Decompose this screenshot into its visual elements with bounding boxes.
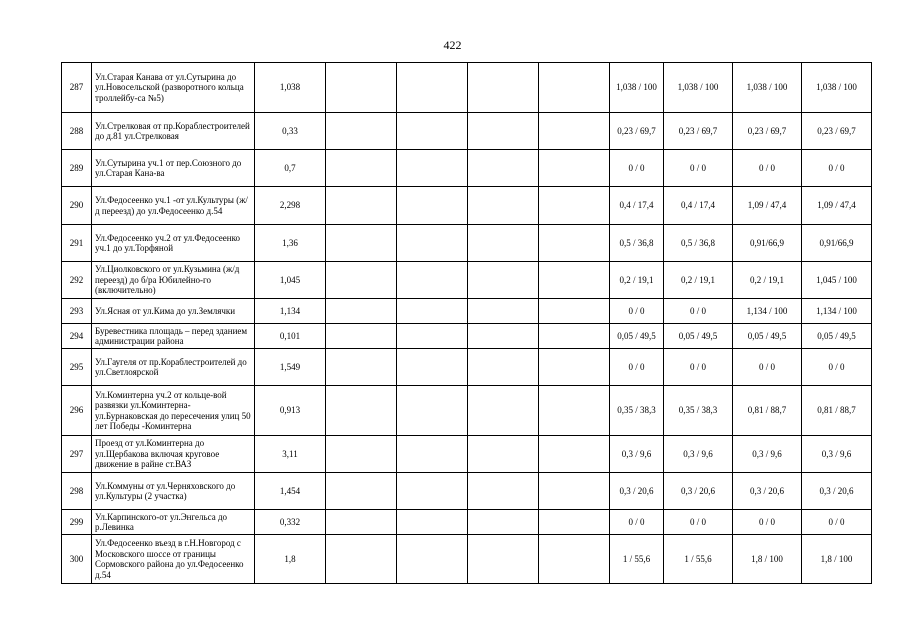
row-number: 289 [62, 150, 92, 187]
value-1: 0,3 / 9,6 [610, 436, 664, 473]
empty-cell [397, 63, 468, 113]
row-number: 297 [62, 436, 92, 473]
table-row [62, 510, 872, 535]
table-row [62, 473, 872, 510]
value-4: 0 / 0 [802, 510, 872, 535]
empty-cell [468, 262, 539, 299]
row-number: 300 [62, 535, 92, 584]
road-name: Ул.Циолковского от ул.Кузьмина (ж/д переезд) до б/ра Юбилейно-го (включительно) [92, 262, 255, 299]
empty-cell [326, 262, 397, 299]
value-2: 0,05 / 49,5 [664, 324, 733, 349]
value-1: 0,5 / 36,8 [610, 225, 664, 262]
value-3: 0,05 / 49,5 [733, 324, 802, 349]
row-number: 290 [62, 187, 92, 225]
value-3: 0,3 / 9,6 [733, 436, 802, 473]
value-2: 0,23 / 69,7 [664, 113, 733, 150]
road-length: 0,33 [255, 113, 326, 150]
value-1: 0,3 / 20,6 [610, 473, 664, 510]
road-length: 1,038 [255, 63, 326, 113]
empty-cell [326, 386, 397, 436]
value-1: 0 / 0 [610, 349, 664, 386]
road-name: Ул.Карпинского-от ул.Энгельса до р.Левинка [92, 510, 255, 535]
empty-cell [468, 187, 539, 225]
road-length: 1,8 [255, 535, 326, 584]
table-row [62, 299, 872, 324]
value-2: 0,2 / 19,1 [664, 262, 733, 299]
value-1: 0 / 0 [610, 150, 664, 187]
empty-cell [326, 225, 397, 262]
value-2: 0 / 0 [664, 150, 733, 187]
road-length: 1,454 [255, 473, 326, 510]
value-3: 1,09 / 47,4 [733, 187, 802, 225]
value-1: 0 / 0 [610, 299, 664, 324]
empty-cell [326, 187, 397, 225]
table-row [62, 150, 872, 187]
empty-cell [468, 63, 539, 113]
value-3: 1,8 / 100 [733, 535, 802, 584]
table-row [62, 113, 872, 150]
value-4: 0,23 / 69,7 [802, 113, 872, 150]
empty-cell [539, 386, 610, 436]
empty-cell [397, 386, 468, 436]
road-name: Ул.Старая Канава от ул.Сутырина до ул.Новосельской (разворотного кольца троллейбу-са №5) [92, 63, 255, 113]
empty-cell [468, 299, 539, 324]
road-name: Ул.Сутырина уч.1 от пер.Союзного до ул.Старая Кана-ва [92, 150, 255, 187]
value-2: 0 / 0 [664, 349, 733, 386]
row-number: 295 [62, 349, 92, 386]
value-4: 1,045 / 100 [802, 262, 872, 299]
empty-cell [539, 436, 610, 473]
row-number: 288 [62, 113, 92, 150]
row-number: 287 [62, 63, 92, 113]
road-length: 1,549 [255, 349, 326, 386]
value-3: 1,134 / 100 [733, 299, 802, 324]
value-1: 0,35 / 38,3 [610, 386, 664, 436]
empty-cell [326, 150, 397, 187]
empty-cell [326, 299, 397, 324]
road-length: 1,36 [255, 225, 326, 262]
row-number: 296 [62, 386, 92, 436]
value-3: 0 / 0 [733, 150, 802, 187]
value-2: 0,3 / 9,6 [664, 436, 733, 473]
value-4: 0,3 / 9,6 [802, 436, 872, 473]
table-row [62, 187, 872, 225]
value-1: 0 / 0 [610, 510, 664, 535]
table-row [62, 262, 872, 299]
empty-cell [539, 349, 610, 386]
value-1: 0,2 / 19,1 [610, 262, 664, 299]
empty-cell [539, 187, 610, 225]
road-length: 1,045 [255, 262, 326, 299]
road-length: 0,101 [255, 324, 326, 349]
value-2: 1,038 / 100 [664, 63, 733, 113]
row-number: 298 [62, 473, 92, 510]
table-body [62, 63, 872, 584]
value-2: 0 / 0 [664, 299, 733, 324]
value-3: 0,23 / 69,7 [733, 113, 802, 150]
empty-cell [397, 473, 468, 510]
value-4: 0 / 0 [802, 150, 872, 187]
value-3: 0 / 0 [733, 510, 802, 535]
value-4: 0 / 0 [802, 349, 872, 386]
value-3: 0 / 0 [733, 349, 802, 386]
road-name: Ул.Гаугеля от пр.Кораблестроителей до ул.Светлоярской [92, 349, 255, 386]
empty-cell [397, 113, 468, 150]
table-row [62, 63, 872, 113]
row-number: 299 [62, 510, 92, 535]
road-name: Ул.Ясная от ул.Кима до ул.Землячки [92, 299, 255, 324]
empty-cell [326, 436, 397, 473]
empty-cell [397, 299, 468, 324]
table-row [62, 349, 872, 386]
value-1: 0,4 / 17,4 [610, 187, 664, 225]
table-row [62, 324, 872, 349]
row-number: 292 [62, 262, 92, 299]
value-4: 1,038 / 100 [802, 63, 872, 113]
value-1: 0,05 / 49,5 [610, 324, 664, 349]
table-row [62, 225, 872, 262]
road-name: Ул.Федосеенко уч.2 от ул.Федосеенко уч.1 до ул.Торфяной [92, 225, 255, 262]
empty-cell [397, 436, 468, 473]
empty-cell [468, 386, 539, 436]
value-4: 0,81 / 88,7 [802, 386, 872, 436]
road-name: Ул.Коминтерна уч.2 от кольце-вой развязки ул.Коминтерна-ул.Бурнаковская до пересечения улиц 50 лет Победы -Коминтерна [92, 386, 255, 436]
roads-table [61, 62, 872, 584]
road-name: Ул.Коммуны от ул.Черняховского до ул.Культуры (2 участка) [92, 473, 255, 510]
empty-cell [397, 262, 468, 299]
empty-cell [397, 349, 468, 386]
empty-cell [468, 436, 539, 473]
road-name: Ул.Федосеенко уч.1 -от ул.Культуры (ж/д переезд) до ул.Федосеенко д.54 [92, 187, 255, 225]
value-2: 0,5 / 36,8 [664, 225, 733, 262]
road-name: Ул.Стрелковая от пр.Кораблестроителей до д.81 ул.Стрелковая [92, 113, 255, 150]
empty-cell [468, 150, 539, 187]
road-length: 0,332 [255, 510, 326, 535]
value-2: 0,3 / 20,6 [664, 473, 733, 510]
empty-cell [539, 150, 610, 187]
page-number: 422 [443, 38, 462, 52]
empty-cell [397, 187, 468, 225]
value-3: 1,038 / 100 [733, 63, 802, 113]
empty-cell [539, 113, 610, 150]
empty-cell [326, 510, 397, 535]
value-4: 1,09 / 47,4 [802, 187, 872, 225]
empty-cell [539, 299, 610, 324]
road-length: 2,298 [255, 187, 326, 225]
value-2: 1 / 55,6 [664, 535, 733, 584]
row-number: 291 [62, 225, 92, 262]
empty-cell [326, 113, 397, 150]
empty-cell [326, 535, 397, 584]
empty-cell [326, 473, 397, 510]
table-row [62, 436, 872, 473]
value-1: 1 / 55,6 [610, 535, 664, 584]
table-row [62, 386, 872, 436]
empty-cell [397, 535, 468, 584]
empty-cell [397, 510, 468, 535]
road-name: Проезд от ул.Коминтерна до ул.Щербакова включая круговое движение в райне ст.ВАЗ [92, 436, 255, 473]
empty-cell [539, 262, 610, 299]
empty-cell [397, 225, 468, 262]
empty-cell [539, 225, 610, 262]
empty-cell [539, 324, 610, 349]
road-length: 3,11 [255, 436, 326, 473]
value-4: 1,8 / 100 [802, 535, 872, 584]
empty-cell [468, 324, 539, 349]
table-row [62, 535, 872, 584]
empty-cell [468, 510, 539, 535]
road-length: 0,7 [255, 150, 326, 187]
value-1: 0,23 / 69,7 [610, 113, 664, 150]
value-3: 0,3 / 20,6 [733, 473, 802, 510]
value-2: 0 / 0 [664, 510, 733, 535]
value-2: 0,4 / 17,4 [664, 187, 733, 225]
road-name: Буревестника площадь – перед зданием администрации района [92, 324, 255, 349]
empty-cell [468, 225, 539, 262]
empty-cell [539, 535, 610, 584]
value-4: 1,134 / 100 [802, 299, 872, 324]
road-length: 1,134 [255, 299, 326, 324]
value-4: 0,05 / 49,5 [802, 324, 872, 349]
row-number: 293 [62, 299, 92, 324]
empty-cell [326, 349, 397, 386]
empty-cell [468, 349, 539, 386]
road-length: 0,913 [255, 386, 326, 436]
empty-cell [397, 150, 468, 187]
value-1: 1,038 / 100 [610, 63, 664, 113]
empty-cell [326, 324, 397, 349]
road-name: Ул.Федосеенко въезд в г.Н.Новгород с Московского шоссе от границы Сормовского района до ул.Федосеенко д.54 [92, 535, 255, 584]
value-4: 0,91/66,9 [802, 225, 872, 262]
value-4: 0,3 / 20,6 [802, 473, 872, 510]
empty-cell [397, 324, 468, 349]
row-number: 294 [62, 324, 92, 349]
empty-cell [468, 535, 539, 584]
empty-cell [539, 63, 610, 113]
empty-cell [468, 113, 539, 150]
empty-cell [539, 510, 610, 535]
value-3: 0,91/66,9 [733, 225, 802, 262]
empty-cell [326, 63, 397, 113]
empty-cell [468, 473, 539, 510]
value-3: 0,81 / 88,7 [733, 386, 802, 436]
empty-cell [539, 473, 610, 510]
value-2: 0,35 / 38,3 [664, 386, 733, 436]
value-3: 0,2 / 19,1 [733, 262, 802, 299]
